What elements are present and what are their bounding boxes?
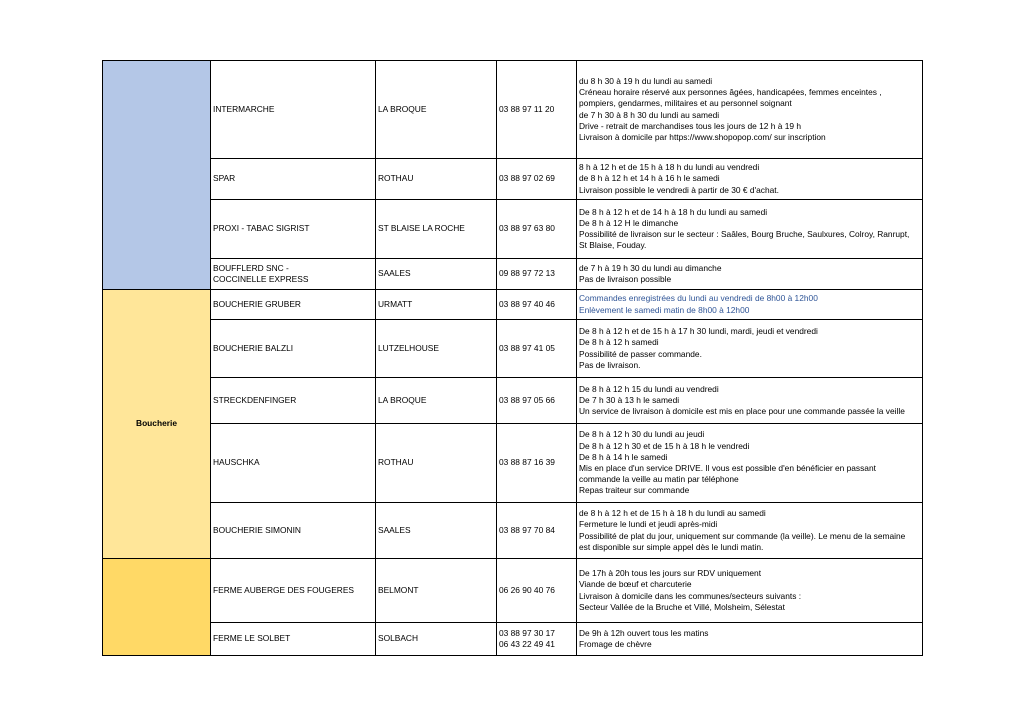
- phone-cell: [497, 320, 577, 378]
- table-body: [103, 61, 923, 656]
- hours-line: Secteur Vallée de la Bruche et Villé, Molsheim, Sélestat: [579, 601, 785, 612]
- table-row: [103, 623, 923, 656]
- hours-line: de 7 h à 19 h 30 du lundi au dimanche: [579, 262, 722, 273]
- city-cell: ST BLAISE LA ROCHE: [376, 200, 497, 259]
- shop-name: PROXI - TABAC SIGRIST: [213, 223, 310, 234]
- hours-line: De 9h à 12h ouvert tous les matins: [579, 627, 709, 638]
- hours-line: Livraison à domicile dans les communes/secteurs suivants :: [579, 590, 802, 601]
- shop-name-cell: [211, 623, 376, 656]
- phone-number: 06 43 22 49 41: [499, 639, 555, 649]
- hours-line: Livraison possible le vendredi à partir de 30 € d'achat.: [579, 184, 779, 195]
- shop-name: BOUCHERIE SIMONIN: [213, 524, 301, 535]
- hours-cell: [577, 559, 923, 623]
- city-cell: SAALES: [376, 259, 497, 290]
- hours-line: Un service de livraison à domicile est mis en place pour une commande passée la veille: [579, 406, 905, 417]
- table-row: [103, 559, 923, 623]
- hours-line: De 8 h à 12 h et de 14 h à 18 h du lundi au samedi: [579, 206, 768, 217]
- hours-line: Enlèvement le samedi matin de 8h00 à 12h00: [579, 304, 750, 315]
- phone-number: 03 88 97 41 05: [499, 342, 555, 353]
- category-cell: [103, 61, 211, 290]
- hours-line: De 8 h à 14 h le samedi: [579, 451, 668, 462]
- table-row: [103, 259, 923, 290]
- phone-cell: [497, 159, 577, 200]
- shops-table: [102, 60, 923, 656]
- hours-line: du 8 h 30 à 19 h du lundi au samedi: [579, 75, 713, 86]
- hours-line: Drive - retrait de marchandises tous les jours de 12 h à 19 h: [579, 120, 802, 131]
- shop-name: BOUFFLERD SNC -: [213, 262, 289, 273]
- shop-name: HAUSCHKA: [213, 457, 260, 468]
- hours-line: Possibilité de livraison sur le secteur : Saâles, Bourg Bruche, Saulxures, Colroy, Ranrupt,: [579, 229, 910, 239]
- table-row: [103, 200, 923, 259]
- phone-cell: [497, 623, 577, 656]
- phone-number: 03 88 97 30 17: [499, 627, 555, 638]
- hours-line: de 8 h à 12 h et de 15 h à 18 h du lundi au samedi: [579, 508, 766, 519]
- hours-cell: [577, 259, 923, 290]
- phone-cell: [497, 503, 577, 559]
- phone-number: 03 88 97 40 46: [499, 298, 555, 309]
- hours-line: Pas de livraison possible: [579, 274, 672, 284]
- phone-cell: [497, 200, 577, 259]
- hours-line: pompiers, gendarmes, militaires et au personnel soignant: [579, 98, 792, 109]
- hours-cell: [577, 320, 923, 378]
- hours-line: Mis en place d'un service DRIVE. Il vous est possible d'en bénéficier en passant: [579, 463, 876, 473]
- hours-line: Livraison à domicile par https://www.shopopop.com/ sur inscription: [579, 131, 826, 142]
- hours-line: De 8 h à 12 h 15 du lundi au vendredi: [579, 383, 719, 394]
- hours-line: de 7 h 30 à 8 h 30 du lundi au samedi: [579, 109, 720, 120]
- shop-name: COCCINELLE EXPRESS: [213, 274, 309, 284]
- phone-cell: [497, 290, 577, 320]
- shop-name: BOUCHERIE BALZLI: [213, 342, 294, 353]
- hours-cell: [577, 503, 923, 559]
- phone-number: 09 88 97 72 13: [499, 268, 555, 279]
- city-cell: BELMONT: [376, 559, 497, 623]
- hours-line: Pas de livraison.: [579, 359, 641, 370]
- hours-line: Fromage de chèvre: [579, 639, 652, 649]
- shop-name: BOUCHERIE GRUBER: [213, 298, 301, 309]
- category-cell: [103, 559, 211, 656]
- hours-line: Possibilité de plat du jour, uniquement sur commande (la veille). Le menu de la semaine: [579, 530, 906, 541]
- city-cell: ROTHAU: [376, 424, 497, 503]
- phone-number: 03 88 97 63 80: [499, 223, 555, 234]
- hours-line: De 8 h à 12 H le dimanche: [579, 217, 679, 228]
- phone-cell: [497, 378, 577, 424]
- shop-name-cell: [211, 290, 376, 320]
- table-row: [103, 503, 923, 559]
- shop-name: STRECKDENFINGER: [213, 394, 297, 405]
- shop-name-cell: [211, 424, 376, 503]
- table-row: [103, 378, 923, 424]
- shop-name-cell: [211, 559, 376, 623]
- hours-line: Fermeture le lundi et jeudi après-midi: [579, 519, 718, 530]
- city-cell: LA BROQUE: [376, 378, 497, 424]
- hours-line: De 17h à 20h tous les jours sur RDV uniquement: [579, 568, 762, 579]
- hours-line: De 8 h à 12 h 30 et de 15 h à 18 h le vendredi: [579, 440, 750, 451]
- hours-line: Repas traiteur sur commande: [579, 485, 690, 496]
- hours-cell: [577, 424, 923, 503]
- phone-cell: [497, 559, 577, 623]
- phone-cell: [497, 424, 577, 503]
- hours-line: Créneau horaire réservé aux personnes âgées, handicapées, femmes enceintes ,: [579, 87, 882, 98]
- hours-line: 8 h à 12 h et de 15 h à 18 h du lundi au vendredi: [579, 162, 760, 173]
- hours-cell: [577, 159, 923, 200]
- shop-name-cell: [211, 200, 376, 259]
- shop-name: FERME AUBERGE DES FOUGERES: [213, 584, 355, 595]
- hours-line: Possibilité de passer commande.: [579, 348, 702, 359]
- shop-name-cell: [211, 503, 376, 559]
- phone-number: 03 88 97 70 84: [499, 524, 555, 535]
- hours-line: Viande de bœuf et charcuterie: [579, 579, 692, 590]
- city-cell: LA BROQUE: [376, 61, 497, 159]
- hours-cell: [577, 200, 923, 259]
- phone-cell: [497, 259, 577, 290]
- city-cell: SOLBACH: [376, 623, 497, 656]
- phone-number: 03 88 97 02 69: [499, 173, 555, 184]
- city-cell: URMATT: [376, 290, 497, 320]
- shop-name-cell: [211, 378, 376, 424]
- hours-cell: [577, 61, 923, 159]
- hours-line: De 8 h à 12 h et de 15 h à 17 h 30 lundi, mardi, jeudi et vendredi: [579, 326, 818, 337]
- hours-line: Commandes enregistrées du lundi au vendredi de 8h00 à 12h00: [579, 293, 818, 304]
- shop-name: SPAR: [213, 173, 236, 184]
- hours-line: De 8 h à 12 h samedi: [579, 337, 659, 348]
- hours-line: De 8 h à 12 h 30 du lundi au jeudi: [579, 429, 705, 440]
- city-cell: LUTZELHOUSE: [376, 320, 497, 378]
- shop-name: INTERMARCHE: [213, 103, 275, 114]
- hours-line: de 8 h à 12 h et 14 h à 16 h le samedi: [579, 173, 720, 184]
- shop-name-cell: [211, 61, 376, 159]
- table-row: [103, 290, 923, 320]
- phone-number: 06 26 90 40 76: [499, 584, 555, 595]
- table-row: [103, 61, 923, 159]
- hours-cell: [577, 378, 923, 424]
- shop-name: FERME LE SOLBET: [213, 633, 291, 644]
- hours-line: De 7 h 30 à 13 h le samedi: [579, 394, 680, 405]
- table-row: [103, 159, 923, 200]
- shop-name-cell: [211, 259, 376, 290]
- hours-line: est disponible sur simple appel dès le lundi matin.: [579, 541, 764, 552]
- hours-line: commande la veille au matin par téléphone: [579, 474, 739, 485]
- phone-number: 03 88 87 16 39: [499, 457, 555, 468]
- city-cell: ROTHAU: [376, 159, 497, 200]
- shop-name-cell: [211, 320, 376, 378]
- shop-name-cell: [211, 159, 376, 200]
- table-row: [103, 424, 923, 503]
- phone-number: 03 88 97 11 20: [499, 103, 555, 114]
- phone-cell: [497, 61, 577, 159]
- city-cell: SAALES: [376, 503, 497, 559]
- table-row: [103, 320, 923, 378]
- category-cell: Boucherie: [103, 290, 211, 559]
- phone-number: 03 88 97 05 66: [499, 394, 555, 405]
- hours-cell: [577, 290, 923, 320]
- hours-cell: [577, 623, 923, 656]
- hours-line: St Blaise, Fouday.: [579, 240, 647, 251]
